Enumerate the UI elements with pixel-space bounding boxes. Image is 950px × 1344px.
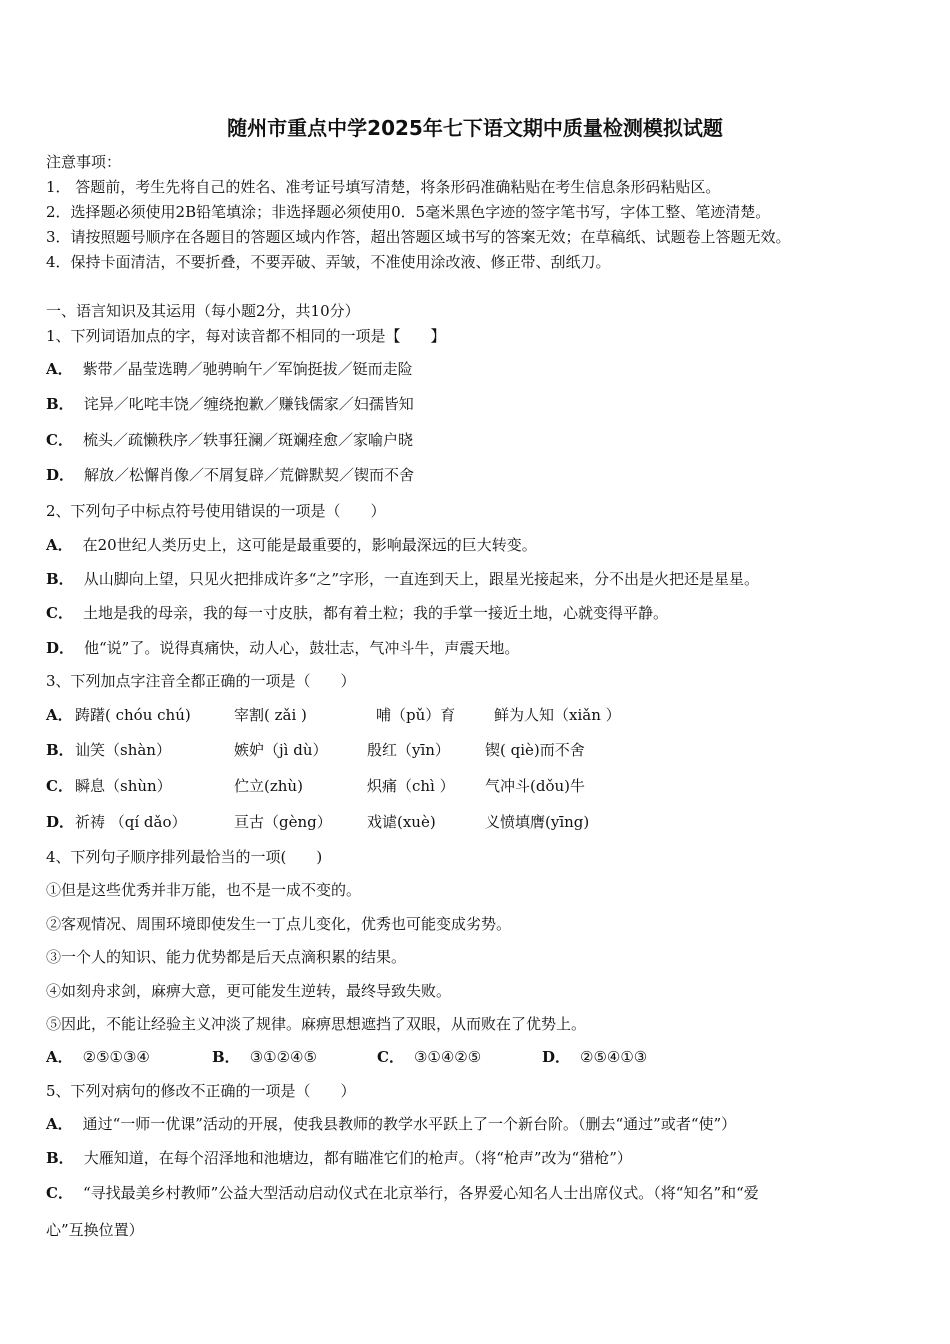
option-text: 紫带／晶莹选聘／驰骋晌午／军饷挺拔／铤而走险 [82, 360, 413, 378]
pinyin-item: 瞬息（shùn） [75, 777, 172, 795]
section-heading: 一、语言知识及其运用（每小题2分，共10分） [46, 302, 360, 320]
question-5-option-a [46, 1114, 736, 1134]
question-1-option-a [46, 359, 413, 379]
option-label: C． [46, 1184, 73, 1202]
option-label: B． [46, 395, 74, 413]
option-label: B． [46, 570, 74, 588]
question-1-option-c [46, 430, 413, 450]
option-label: C． [46, 431, 73, 449]
pinyin-item: 伫立(zhù) [234, 777, 303, 795]
option-text: 梳头／疏懒秩序／轶事狂澜／斑斓痊愈／家喻户晓 [82, 431, 413, 449]
option-label: A． [46, 360, 73, 378]
question-5-option-c-continuation: 心”互换位置） [46, 1221, 144, 1239]
option-text: 解放／松懈肖像／不屑复辟／荒僻默契／锲而不舍 [84, 466, 415, 484]
question-3-stem: 3、下列加点字注音全都正确的一项是（ ） [46, 672, 356, 690]
option-text: 在20世纪人类历史上，这可能是最重要的，影响最深远的巨大转变。 [82, 536, 537, 554]
option-text: 诧异／叱咤丰饶／缠绕抱歉／赚钱儒家／妇孺皆知 [83, 395, 414, 413]
option-text: 从山脚向上望，只见火把排成许多“之”字形，一直连到天上，跟星光接起来，分不出是火把还是星星。 [83, 570, 760, 588]
pinyin-item: 炽痛（chì ） [367, 777, 455, 795]
question-1-option-b [46, 394, 414, 414]
pinyin-item: 气冲斗(dǒu)牛 [485, 777, 585, 795]
question-5-option-b [46, 1148, 632, 1168]
pinyin-item: 宰割( zǎi ) [234, 706, 307, 724]
pinyin-item: 殷红（yīn） [367, 741, 450, 759]
option-text: 通过“一师一优课”活动的开展，使我县教师的教学水平跃上了一个新台阶。（删去“通过”或者“使”） [82, 1115, 737, 1133]
option-text: 他“说”了。说得真痛快，动人心，鼓壮志，气冲斗牛，声震天地。 [84, 639, 520, 657]
sentence: ④如刻舟求剑，麻痹大意，更可能发生逆转，最终导致失败。 [46, 982, 452, 1000]
notes-item: 2．选择题必须使用2B铅笔填涂；非选择题必须使用0．5毫米黑色字迹的签字笔书写，字体工整、笔迹清楚。 [46, 203, 771, 221]
pinyin-item: 踌躇( chóu chú) [75, 706, 191, 724]
notes-heading: 注意事项： [46, 153, 122, 171]
question-1-option-d [46, 465, 414, 485]
question-2-option-b [46, 569, 759, 589]
pinyin-item: 鲜为人知（xiǎn ） [494, 706, 621, 724]
pinyin-item: 讪笑（shàn） [75, 741, 171, 759]
question-2-option-d [46, 638, 519, 658]
question-5-stem: 5、下列对病句的修改不正确的一项是（ ） [46, 1082, 356, 1100]
option-text: 土地是我的母亲，我的每一寸皮肤，都有着土粒；我的手掌一接近土地，心就变得平静。 [82, 604, 668, 622]
choice-a: A． ②⑤①③④ [46, 1048, 150, 1066]
pinyin-item: 义愤填膺(yīng) [485, 813, 590, 831]
option-label: B． [46, 1149, 74, 1167]
question-2-stem: 2、下列句子中标点符号使用错误的一项是（ ） [46, 502, 386, 520]
sentence: ③一个人的知识、能力优势都是后天点滴积累的结果。 [46, 948, 407, 966]
option-text: 大雁知道，在每个沼泽地和池塘边，都有瞄准它们的枪声。（将“枪声”改为“猎枪”） [83, 1149, 632, 1167]
question-2-option-c [46, 603, 668, 623]
question-5-option-c [46, 1183, 759, 1203]
page-title: 随州市重点中学2025年七下语文期中质量检测模拟试题 [227, 116, 723, 140]
pinyin-item: 嫉妒（jì dù） [234, 741, 328, 759]
option-label: B． [46, 741, 74, 759]
choice-c: C． ③①④②⑤ [377, 1048, 482, 1066]
sentence: ②客观情况、周围环境即使发生一丁点儿变化，优秀也可能变成劣势。 [46, 915, 512, 933]
question-2-option-a [46, 535, 537, 555]
choice-d: D． ②⑤④①③ [542, 1048, 648, 1066]
notes-item: 3．请按照题号顺序在各题目的答题区域内作答，超出答题区域书写的答案无效；在草稿纸、试题卷上答题无效。 [46, 228, 791, 246]
pinyin-item: 哺（pǔ）育 [376, 706, 456, 724]
question-1-stem: 1、下列词语加点的字，每对读音都不相同的一项是【 】 [46, 327, 446, 345]
option-label: C． [46, 604, 73, 622]
option-label: A． [46, 706, 73, 724]
sentence: ⑤因此，不能让经验主义冲淡了规律。麻痹思想遮挡了双眼，从而败在了优势上。 [46, 1015, 587, 1033]
pinyin-item: 戏谑(xuè) [367, 813, 436, 831]
option-label: C． [46, 777, 73, 795]
pinyin-item: 锲( qiè)而不舍 [485, 741, 585, 759]
question-4-stem: 4、下列句子顺序排列最恰当的一项( ) [46, 848, 323, 866]
option-label: D． [46, 813, 75, 831]
option-label: D． [46, 639, 75, 657]
option-label: D． [46, 466, 75, 484]
choice-b: B． ③①②④⑤ [212, 1048, 317, 1066]
option-label: A． [46, 1115, 73, 1133]
option-text: “寻找最美乡村教师”公益大型活动启动仪式在北京举行，各界爱心知名人士出席仪式。（将“知名”和“爱 [82, 1184, 759, 1202]
option-label: A． [46, 536, 73, 554]
notes-item: 1． 答题前，考生先将自己的姓名、准考证号填写清楚，将条形码准确粘贴在考生信息条形码粘贴区。 [46, 178, 721, 196]
pinyin-item: 亘古（gèng） [234, 813, 332, 831]
sentence: ①但是这些优秀并非万能，也不是一成不变的。 [46, 881, 362, 899]
notes-item: 4．保持卡面清洁，不要折叠，不要弄破、弄皱，不准使用涂改液、修正带、刮纸刀。 [46, 253, 611, 271]
pinyin-item: 祈祷 （qí dǎo） [75, 813, 187, 831]
